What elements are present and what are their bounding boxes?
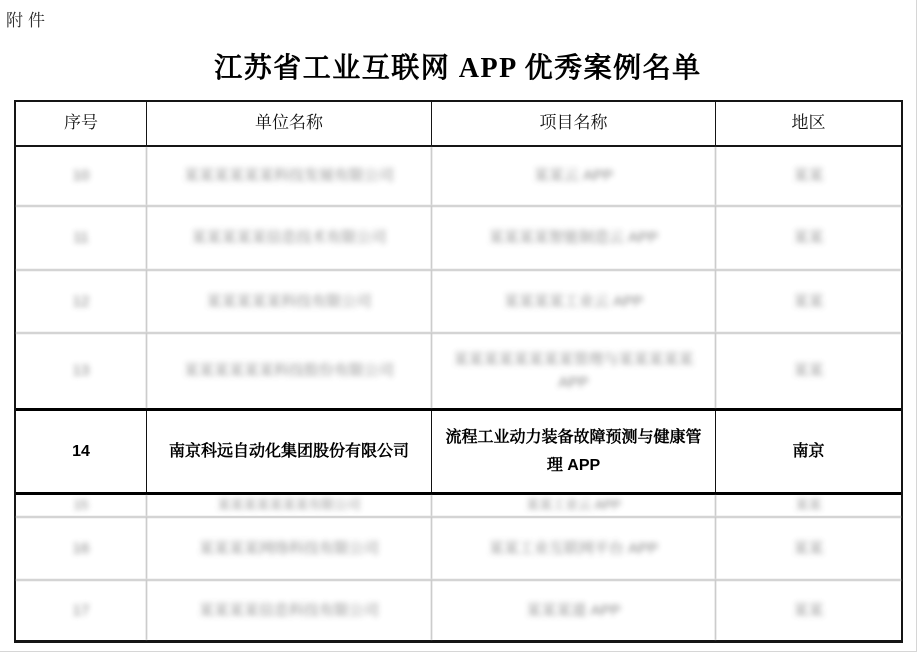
row-no-cell-text: 16 (72, 539, 90, 557)
project-cell (432, 495, 716, 516)
region-cell-text: 某某 (793, 292, 824, 310)
attachment-label: 附件 (6, 11, 50, 30)
region-cell-text: 某某 (793, 229, 824, 247)
region-cell (716, 334, 901, 408)
project-cell-text: 某某某某智能制造云 APP (488, 229, 659, 247)
region-cell (716, 271, 901, 332)
region-cell-text: 某某 (793, 167, 824, 185)
company-cell-text: 某某某某某某科技发展有限公司 (183, 167, 394, 185)
column-header-label: 单位名称 (255, 113, 323, 133)
row-no-cell (16, 495, 147, 516)
project-cell-text: 某某某某工业云 APP (503, 292, 644, 310)
row-no-cell-text: 10 (72, 167, 90, 185)
region-cell-text: 某某 (795, 497, 822, 513)
column-header-label: 序号 (64, 113, 98, 133)
row-no-cell-text: 12 (72, 292, 90, 310)
case-table (14, 100, 903, 643)
project-cell-text: 流程工业动力装备故障预测与健康管理 APP (445, 429, 702, 474)
row-no-cell (16, 334, 147, 408)
company-cell-text: 某某某某某科技有限公司 (206, 292, 372, 310)
row-no-cell (16, 207, 147, 269)
table-row-redacted (16, 147, 901, 205)
project-cell-text: 某某某道 APP (526, 601, 621, 619)
column-header (16, 102, 147, 145)
region-cell-text: 南京 (792, 442, 825, 460)
row-no-cell-text: 13 (72, 362, 90, 380)
company-cell (147, 334, 432, 408)
table-row-redacted (16, 579, 901, 640)
region-cell (716, 518, 901, 579)
company-cell (147, 147, 432, 205)
project-cell (432, 411, 716, 492)
table-row-redacted (16, 495, 901, 516)
region-cell-text: 某某 (793, 362, 824, 380)
company-cell (147, 411, 432, 492)
project-cell (432, 518, 716, 579)
table-row-redacted (16, 332, 901, 408)
company-cell (147, 495, 432, 516)
row-no-cell-text: 17 (72, 601, 90, 619)
project-cell (432, 207, 716, 269)
table-row-highlighted (16, 408, 901, 495)
company-cell (147, 581, 432, 640)
company-cell (147, 207, 432, 269)
row-no-cell-text: 14 (72, 442, 90, 460)
company-cell (147, 518, 432, 579)
row-no-cell (16, 147, 147, 205)
company-cell (147, 271, 432, 332)
company-cell-text: 某某某某某某某有限公司 (217, 497, 361, 513)
region-cell (716, 581, 901, 640)
row-no-cell-text: 11 (73, 229, 89, 247)
region-cell (716, 207, 901, 269)
row-no-cell (16, 581, 147, 640)
project-cell-text: 某某云 APP (533, 167, 614, 185)
company-cell-text: 某某某某信息科技有限公司 (198, 601, 379, 619)
column-header-label: 项目名称 (539, 113, 608, 133)
company-cell-text: 某某某某网络科技有限公司 (198, 539, 379, 557)
table-row-redacted (16, 516, 901, 579)
table-row-redacted (16, 269, 901, 332)
column-header (432, 102, 716, 145)
region-cell-text: 某某 (793, 601, 824, 619)
column-header (147, 102, 432, 145)
project-cell (432, 334, 716, 408)
project-cell-text: 某某工业互联网平台 APP (488, 539, 659, 557)
row-no-cell-text: 15 (73, 497, 89, 513)
project-cell (432, 581, 716, 640)
company-cell-text: 南京科远自动化集团股份有限公司 (168, 442, 409, 460)
project-cell-text: 某某工业云 APP (526, 497, 621, 513)
company-cell-text: 某某某某某信息技术有限公司 (191, 229, 387, 247)
page-title: 江苏省工业互联网 APP 优秀案例名单 (214, 53, 702, 84)
row-no-cell (16, 271, 147, 332)
column-header-label: 地区 (791, 113, 826, 133)
region-cell (716, 147, 901, 205)
table-row-redacted (16, 205, 901, 269)
project-cell (432, 271, 716, 332)
column-header (716, 102, 901, 145)
project-cell-text: 某某某某某某某某管理与某某某某某 APP (453, 350, 694, 391)
project-cell (432, 147, 716, 205)
region-cell-text: 某某 (793, 539, 824, 557)
region-cell (716, 411, 901, 492)
region-cell (716, 495, 901, 516)
table-header-row (16, 102, 901, 147)
company-cell-text: 某某某某某某科技股份有限公司 (183, 362, 394, 380)
row-no-cell (16, 518, 147, 579)
row-no-cell (16, 411, 147, 492)
